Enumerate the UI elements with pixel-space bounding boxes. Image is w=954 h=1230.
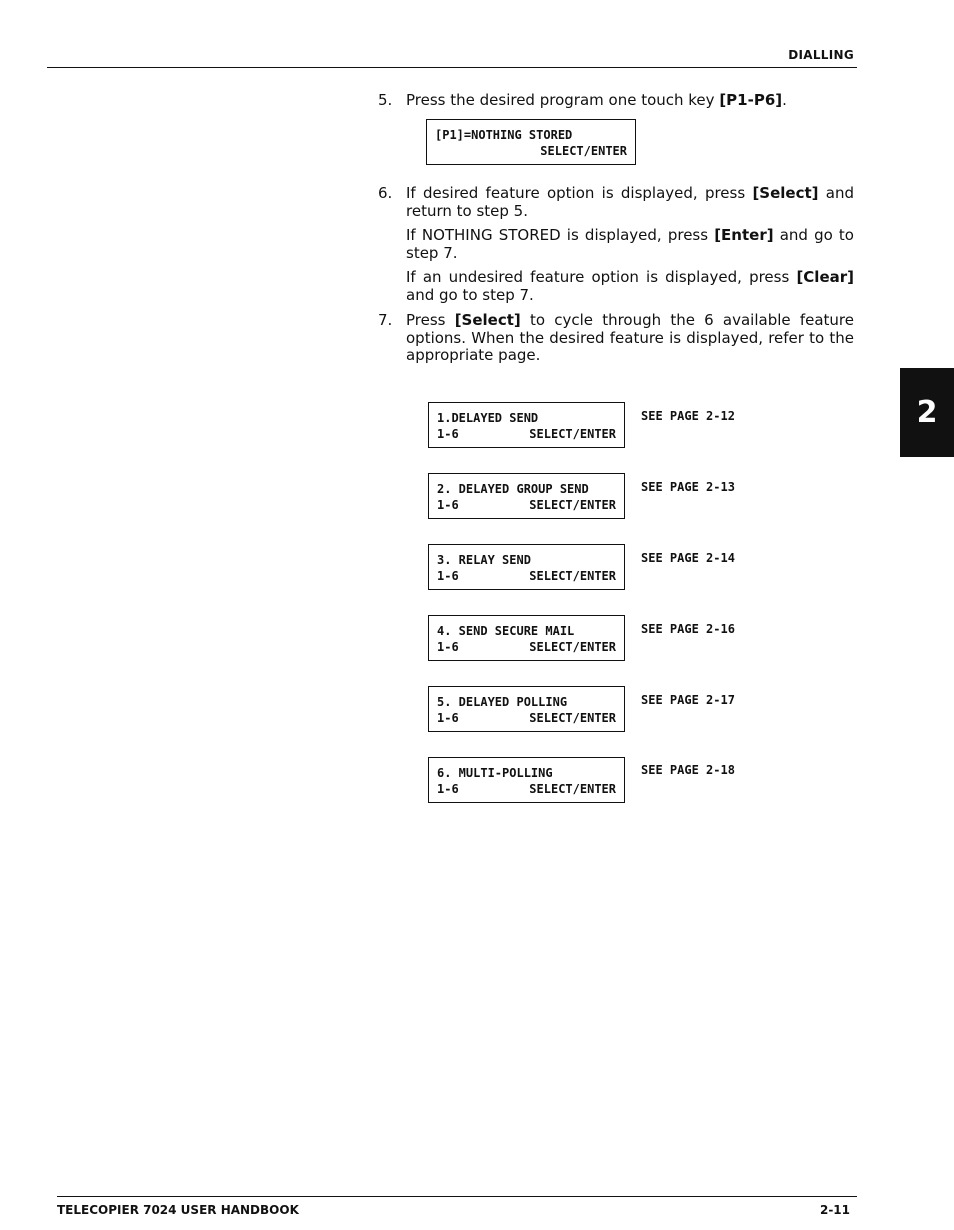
lcd-line-1: 5. DELAYED POLLING — [437, 695, 568, 709]
lcd-line-2 — [437, 710, 616, 726]
page-number: 2-11 — [819, 1203, 850, 1217]
lcd-line-2 — [437, 497, 616, 513]
lcd-display-option — [428, 757, 625, 803]
handbook-title: TELECOPIER 7024 USER HANDBOOK — [57, 1203, 299, 1217]
step-body — [406, 92, 854, 110]
lcd-line-1: 2. DELAYED GROUP SEND — [437, 482, 589, 496]
lcd-display-option — [428, 686, 625, 732]
lcd-line-1: 1.DELAYED SEND — [437, 411, 539, 425]
step-text-part: and go to step 7. — [406, 285, 534, 304]
lcd-display-option — [428, 402, 625, 448]
section-header: DIALLING — [788, 48, 854, 62]
chapter-tab-label: 2 — [916, 395, 938, 430]
step-number: 7. — [378, 311, 393, 329]
page-reference: SEE PAGE 2-12 — [641, 409, 735, 423]
step-text — [406, 269, 854, 304]
step-number: 6. — [378, 184, 393, 202]
lcd-range: 1-6 — [437, 640, 459, 654]
lcd-action: SELECT/ENTER — [529, 569, 616, 583]
step-text-part: to cycle through the 6 available feature options. When the desired feature is displayed, refer to the appropriate page. — [406, 311, 854, 364]
lcd-action: SELECT/ENTER — [529, 711, 616, 725]
step-text-part: If desired feature option is displayed, press — [406, 184, 753, 202]
key-label: [Select] — [752, 184, 819, 202]
step-text-part: If an undesired feature option is displayed, press — [406, 268, 797, 286]
lcd-range: 1-6 — [437, 711, 459, 725]
step-body — [406, 185, 854, 304]
lcd-display-option — [428, 473, 625, 519]
lcd-line-2 — [437, 781, 616, 797]
lcd-action: SELECT/ENTER — [529, 427, 616, 441]
header-rule — [47, 67, 857, 68]
lcd-range: 1-6 — [437, 498, 459, 512]
step-text — [406, 227, 854, 262]
lcd-range: 1-6 — [437, 782, 459, 796]
lcd-line-1: 3. RELAY SEND — [437, 553, 531, 567]
lcd-line-2 — [437, 568, 616, 584]
key-label: [Select] — [454, 311, 521, 329]
lcd-action: SELECT/ENTER — [529, 640, 616, 654]
page-reference: SEE PAGE 2-17 — [641, 693, 735, 707]
step-text — [406, 185, 854, 220]
page-reference: SEE PAGE 2-16 — [641, 622, 735, 636]
lcd-display-p1 — [426, 119, 636, 165]
lcd-range: 1-6 — [437, 427, 459, 441]
step-text-part: . — [782, 91, 787, 109]
key-label: [P1-P6] — [719, 91, 783, 109]
step-text-part: Press the desired program one touch key — [406, 91, 720, 109]
step-text — [406, 312, 854, 365]
lcd-action: SELECT/ENTER — [529, 498, 616, 512]
footer-rule — [57, 1196, 857, 1197]
lcd-line-1: [P1]=NOTHING STORED — [435, 128, 573, 142]
lcd-line-1: 6. MULTI-POLLING — [437, 766, 553, 780]
key-label: [Enter] — [714, 226, 774, 244]
step-7 — [378, 312, 854, 365]
key-label: [Clear] — [796, 268, 854, 286]
step-text — [406, 92, 854, 110]
lcd-display-option — [428, 544, 625, 590]
lcd-line-2 — [437, 426, 616, 442]
step-5 — [378, 92, 854, 110]
step-body — [406, 312, 854, 365]
step-text-part: Press — [406, 311, 455, 329]
page-reference: SEE PAGE 2-14 — [641, 551, 735, 565]
step-text-part: and go to step 7. — [406, 226, 854, 262]
step-text-part: If NOTHING STORED is displayed, press — [406, 226, 715, 244]
lcd-action: SELECT/ENTER — [529, 782, 616, 796]
chapter-tab — [900, 368, 954, 457]
lcd-line-2 — [437, 639, 616, 655]
page-reference: SEE PAGE 2-18 — [641, 763, 735, 777]
lcd-line-1: 4. SEND SECURE MAIL — [437, 624, 575, 638]
step-6 — [378, 185, 854, 304]
lcd-line-2: SELECT/ENTER — [540, 144, 627, 158]
lcd-display-option — [428, 615, 625, 661]
step-text-part: and return to step 5. — [406, 184, 854, 220]
lcd-range: 1-6 — [437, 569, 459, 583]
page-reference: SEE PAGE 2-13 — [641, 480, 735, 494]
step-number: 5. — [378, 91, 393, 109]
